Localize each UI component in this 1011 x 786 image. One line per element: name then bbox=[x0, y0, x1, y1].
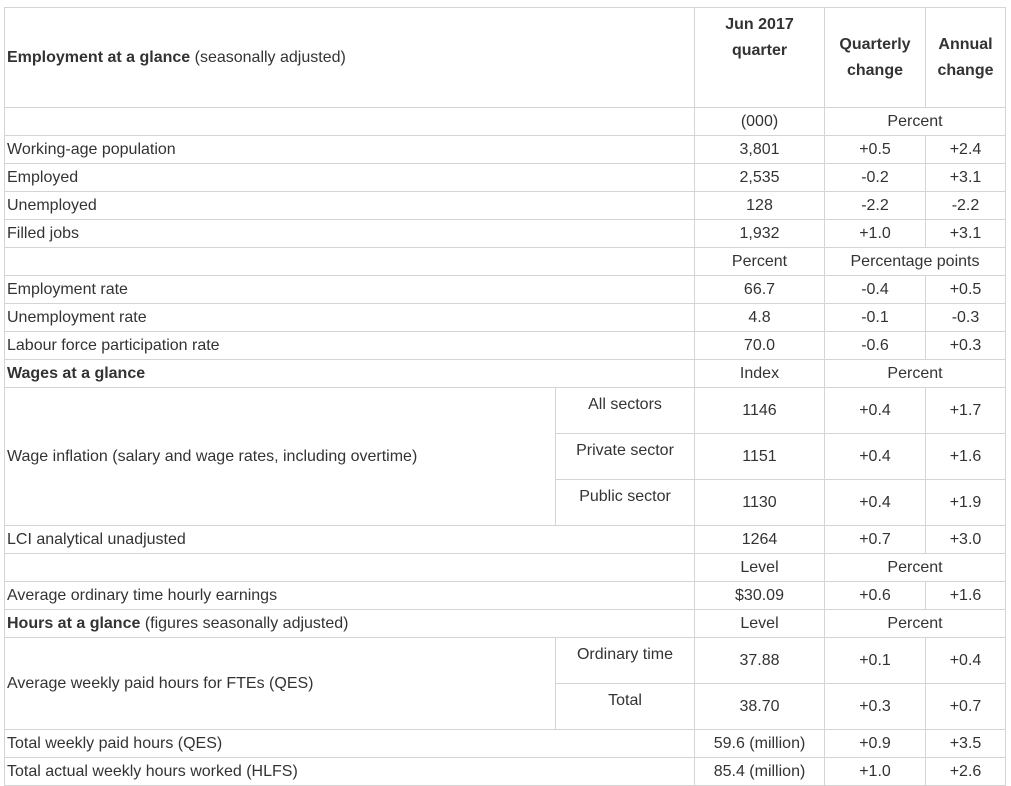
table-row: Unemployment rate 4.8 -0.1 -0.3 bbox=[5, 304, 1006, 332]
table-row: LCI analytical unadjusted 1264 +0.7 +3.0 bbox=[5, 526, 1006, 554]
table-row: Filled jobs 1,932 +1.0 +3.1 bbox=[5, 220, 1006, 248]
hours-section-title: Hours at a glance (figures seasonally adjusted) bbox=[5, 610, 695, 638]
fte-hours-label: Average weekly paid hours for FTEs (QES) bbox=[5, 638, 556, 730]
units-change: Percentage points bbox=[825, 248, 1006, 276]
wages-section-row bbox=[5, 360, 1006, 388]
units-level: Level bbox=[695, 554, 825, 582]
units-change: Percent bbox=[825, 610, 1006, 638]
table-row: Employed 2,535 -0.2 +3.1 bbox=[5, 164, 1006, 192]
table-row: Total actual weekly hours worked (HLFS) 85.4 (million) +1.0 +2.6 bbox=[5, 758, 1006, 786]
table-row: Unemployed 128 -2.2 -2.2 bbox=[5, 192, 1006, 220]
units-row bbox=[5, 108, 1006, 136]
units-level: Level bbox=[695, 610, 825, 638]
col-header-current: Jun 2017 quarter bbox=[695, 8, 825, 108]
col-header-quarterly: Quarterly change bbox=[825, 8, 926, 108]
table-row: Labour force participation rate 70.0 -0.6 +0.3 bbox=[5, 332, 1006, 360]
table-row: Average weekly paid hours for FTEs (QES) Ordinary time 37.88 +0.1 +0.4 bbox=[5, 638, 1006, 684]
table-row: Private sector 1151 +0.4 +1.6 bbox=[5, 434, 1006, 480]
units-change: Percent bbox=[825, 554, 1006, 582]
col-header-annual: Annual change bbox=[926, 8, 1006, 108]
units-level: Percent bbox=[695, 248, 825, 276]
table-row: Employment rate 66.7 -0.4 +0.5 bbox=[5, 276, 1006, 304]
units-level: (000) bbox=[695, 108, 825, 136]
labour-market-table bbox=[4, 7, 1006, 786]
hours-section-row bbox=[5, 610, 1006, 638]
units-level: Index bbox=[695, 360, 825, 388]
employment-section-title: Employment at a glance (seasonally adjusted) bbox=[5, 8, 695, 108]
table-row: Total weekly paid hours (QES) 59.6 (million) +0.9 +3.5 bbox=[5, 730, 1006, 758]
table-row: Working-age population 3,801 +0.5 +2.4 bbox=[5, 136, 1006, 164]
wages-section-title: Wages at a glance bbox=[5, 360, 695, 388]
units-row bbox=[5, 554, 1006, 582]
units-change: Percent bbox=[825, 108, 1006, 136]
table-row: Public sector 1130 +0.4 +1.9 bbox=[5, 480, 1006, 526]
table-row: Average ordinary time hourly earnings $30.09 +0.6 +1.6 bbox=[5, 582, 1006, 610]
units-row bbox=[5, 248, 1006, 276]
wage-inflation-label: Wage inflation (salary and wage rates, including overtime) bbox=[5, 388, 556, 526]
table-row: Total 38.70 +0.3 +0.7 bbox=[5, 684, 1006, 730]
table-row: Wage inflation (salary and wage rates, including overtime) All sectors 1146 +0.4 +1.7 bbox=[5, 388, 1006, 434]
units-change: Percent bbox=[825, 360, 1006, 388]
table-header-row bbox=[5, 8, 1006, 108]
